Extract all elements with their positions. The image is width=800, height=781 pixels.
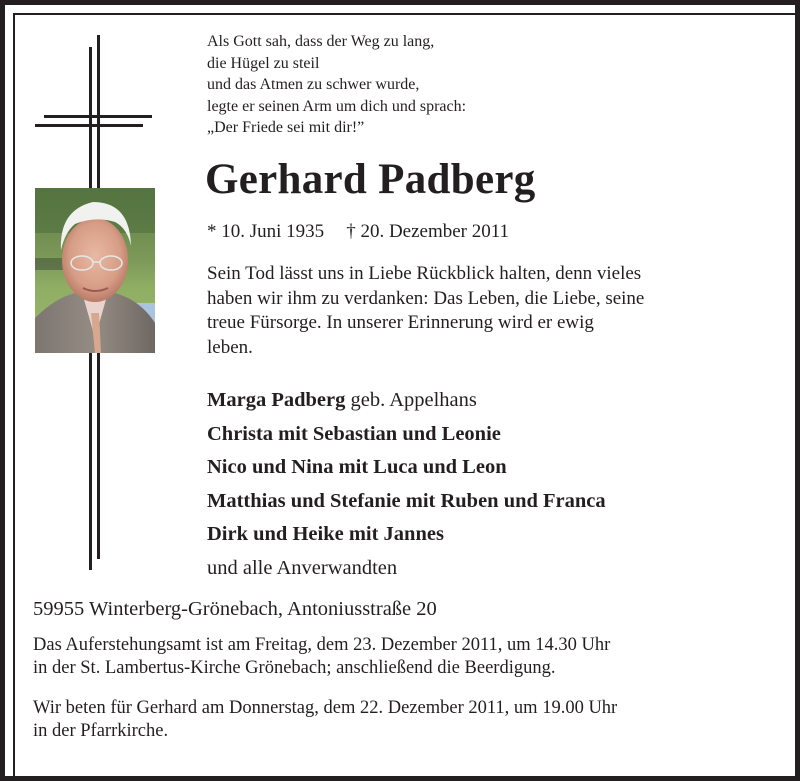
memorial-poem [207,31,466,139]
cross-vertical-left-upper [89,47,92,189]
poem-line: „Der Friede sei mit dir!” [207,119,365,136]
death-date: † 20. Dezember 2011 [346,221,510,242]
birth-date: * 10. Juni 1935 [207,221,325,242]
funeral-service-info [33,634,610,680]
spouse-entry [207,384,606,418]
tribute-line: haben wir ihm zu verdanken: Das Leben, die Liebe, seine [207,287,645,309]
cross-vertical-left-lower [89,352,92,570]
spouse-name: Marga Padberg [207,389,346,411]
cross-vertical-right-lower [97,352,100,559]
family-member: Matthias und Stefanie mit Ruben und Franca [207,489,606,512]
prayer-service-info [33,697,617,743]
life-dates [207,220,509,244]
mourners-list [207,384,606,585]
tribute-line: Sein Tod lässt uns in Liebe Rückblick halten, denn vieles [207,263,642,284]
cross-horizontal-lower [35,124,143,127]
family-member: Christa mit Sebastian und Leonie [207,422,501,445]
poem-line: Als Gott sah, dass der Weg zu lang, [207,33,435,50]
relatives-closing: und alle Anverwandten [207,556,398,579]
tribute-line: treue Fürsorge. In unserer Erinnerung wird er ewig [207,312,594,333]
portrait-image [35,188,155,353]
family-member: Nico und Nina mit Luca und Leon [207,456,507,478]
tribute-text [207,262,644,360]
service-line: Das Auferstehungsamt ist am Freitag, dem 23. Dezember 2011, um 14.30 Uhr [33,635,611,655]
family-address: 59955 Winterberg-Grönebach, Antoniusstraße 20 [33,598,437,620]
cross-vertical-right-upper [97,35,100,189]
tribute-line: leben. [207,336,253,358]
service-line: in der St. Lambertus-Kirche Grönebach; anschließend die Beerdigung. [33,658,556,678]
portrait-photo [35,188,155,353]
spouse-maiden-name: geb. Appelhans [345,389,477,411]
poem-line: und das Atmen zu schwer wurde, [207,76,420,93]
poem-line: legte er seinen Arm um dich und sprach: [207,97,467,115]
prayer-line: in der Pfarrkirche. [33,721,169,741]
deceased-name: Gerhard Padberg [205,156,536,203]
poem-line: die Hügel zu steil [207,54,320,72]
cross-horizontal-upper [44,115,152,118]
family-member: Dirk und Heike mit Jannes [207,523,444,545]
prayer-line: Wir beten für Gerhard am Donnerstag, dem 22. Dezember 2011, um 19.00 Uhr [33,698,618,718]
